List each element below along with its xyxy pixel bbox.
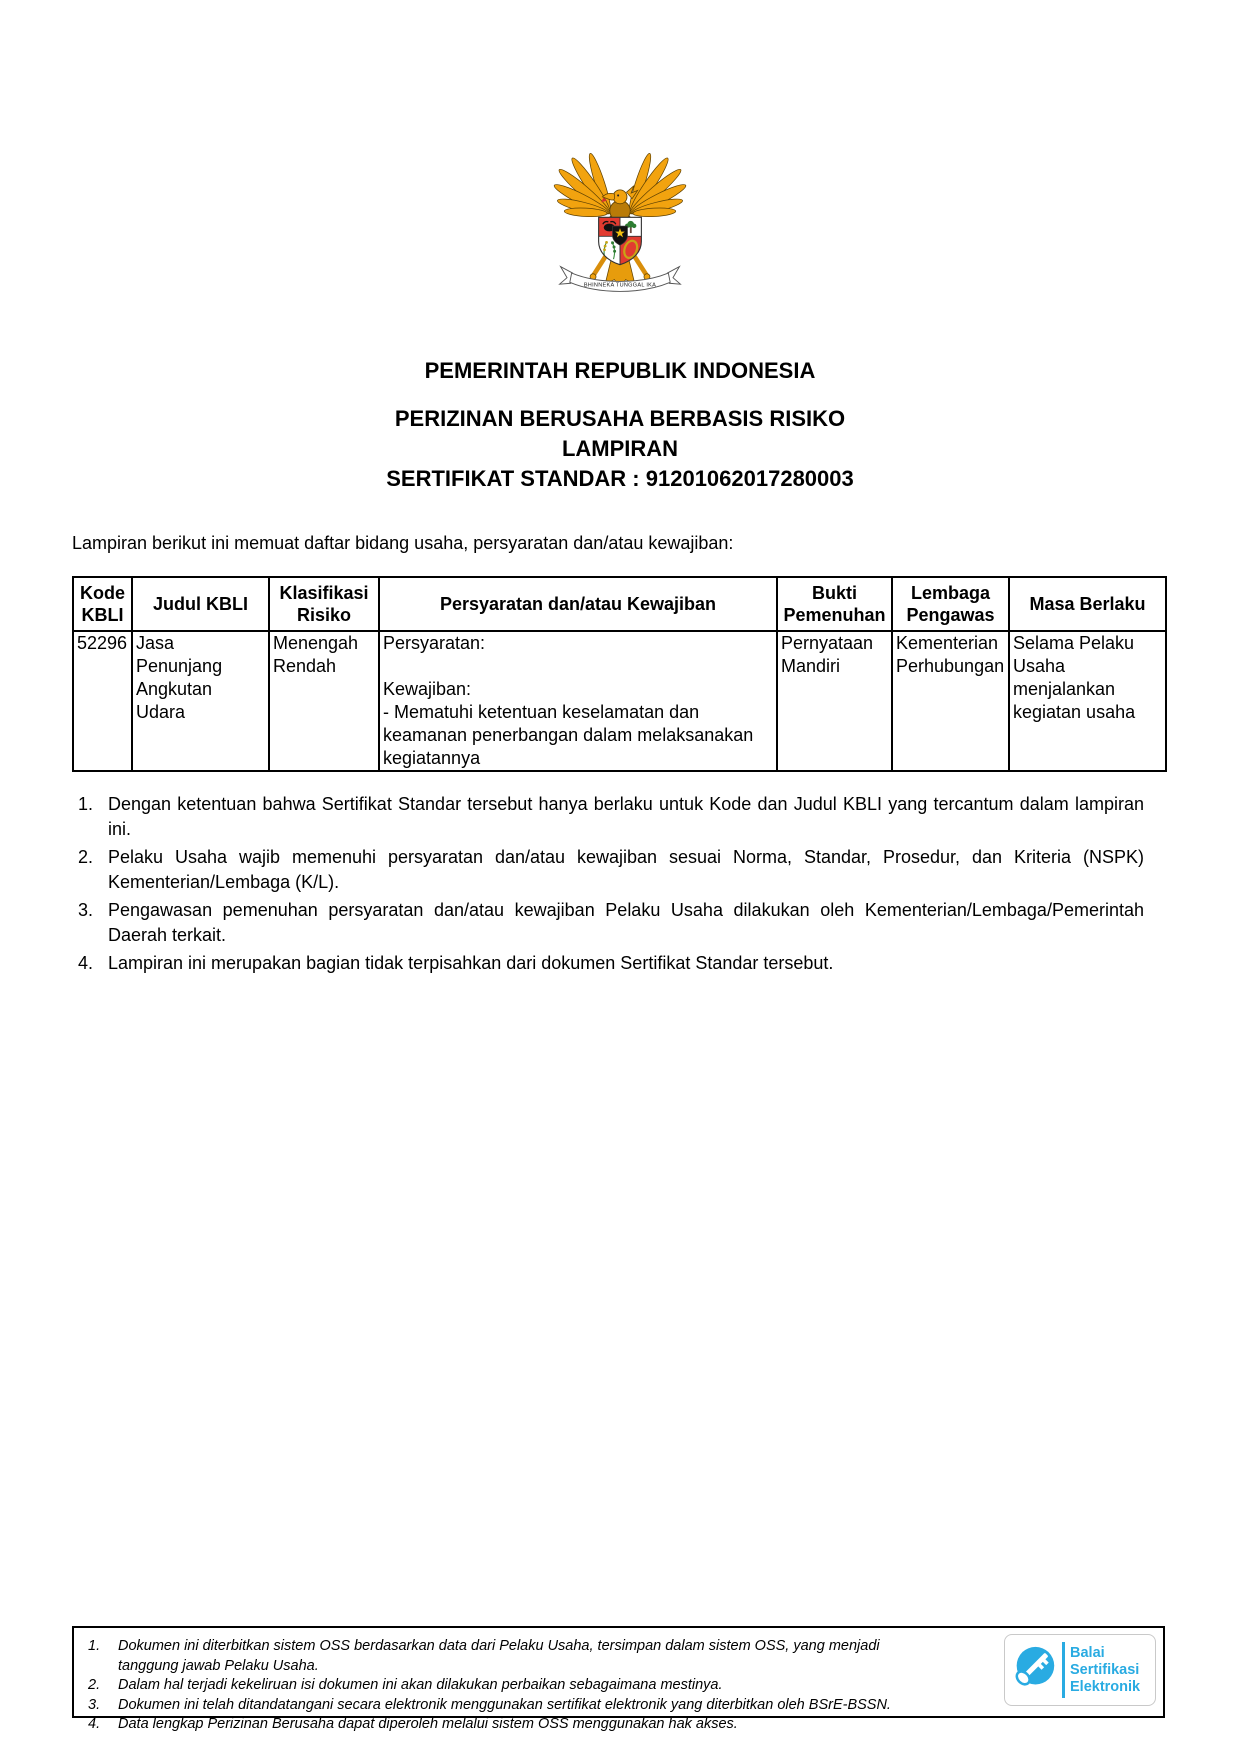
footer-note <box>84 1715 944 1735</box>
provision-number: 2. <box>78 847 94 867</box>
cell-masa-berlaku: Selama Pelaku Usaha menjalankan kegiatan usaha <box>1009 631 1166 771</box>
footer-note <box>84 1696 944 1716</box>
garuda-pancasila-icon <box>541 136 699 306</box>
provision-item <box>72 951 1144 976</box>
cell-judul-kbli: Jasa Penunjang Angkutan Udara <box>132 631 269 771</box>
cell-klasifikasi-risiko: Menengah Rendah <box>269 631 379 771</box>
footer-note-text: Dokumen ini diterbitkan sistem OSS berdasarkan data dari Pelaku Usaha, tersimpan dalam sistem OSS, yang menjadi tanggung jawab Pelaku Usaha. <box>118 1638 880 1674</box>
cell-bukti-pemenuhan: Pernyataan Mandiri <box>777 631 892 771</box>
provision-number: 1. <box>78 794 94 814</box>
footer-note <box>84 1637 944 1676</box>
col-header-lembaga-pengawas: Lembaga Pengawas <box>892 577 1009 631</box>
col-header-judul-kbli: Judul KBLI <box>132 577 269 631</box>
logo-separator <box>1062 1642 1065 1698</box>
footer-disclaimer-box <box>72 1626 1165 1732</box>
col-header-persyaratan: Persyaratan dan/atau Kewajiban <box>379 577 777 631</box>
provision-text: Pengawasan pemenuhan persyaratan dan/atau kewajiban Pelaku Usaha dilakukan oleh Kementerian/Lembaga/Pemerintah Daerah terkait. <box>108 900 1144 945</box>
col-header-klasifikasi-risiko: Klasifikasi Risiko <box>269 577 379 631</box>
garuda-pancasila-emblem <box>0 136 1240 306</box>
bse-logo-line2: Sertifikasi <box>1070 1661 1140 1678</box>
bse-logo-text <box>1070 1645 1140 1696</box>
certificate-number: SERTIFIKAT STANDAR : 91201062017280003 <box>386 466 854 491</box>
document-title-block <box>0 404 1240 494</box>
provision-item <box>72 898 1144 948</box>
cell-lembaga-pengawas: Kementerian Perhubungan <box>892 631 1009 771</box>
kbli-table <box>72 576 1167 772</box>
emblem-banner-text: BHINNEKA TUNGGAL IKA <box>583 282 657 289</box>
provision-item <box>72 792 1144 842</box>
provision-number: 4. <box>78 953 94 973</box>
provision-text: Pelaku Usaha wajib memenuhi persyaratan dan/atau kewajiban sesuai Norma, Standar, Prosedur, dan Kriteria (NSPK) Kementerian/Lembaga (K/L). <box>108 847 1144 892</box>
col-header-kode-kbli: Kode KBLI <box>73 577 132 631</box>
footer-notes-list <box>84 1637 944 1735</box>
document-subtitle: LAMPIRAN <box>561 436 679 461</box>
bse-logo-line3: Elektronik <box>1070 1678 1141 1695</box>
kewajiban-label: Kewajiban: <box>383 679 472 699</box>
document-title: PERIZINAN BERUSAHA BERBASIS RISIKO <box>394 406 846 431</box>
bse-logo-line1: Balai <box>1070 1644 1105 1661</box>
col-header-bukti-pemenuhan: Bukti Pemenuhan <box>777 577 892 631</box>
table-header-row <box>73 577 1166 631</box>
provisions-list <box>72 792 1144 979</box>
footer-note-number: 3. <box>88 1696 101 1713</box>
cell-kode-kbli: 52296 <box>73 631 132 771</box>
footer-note-text: Dokumen ini telah ditandatangani secara elektronik menggunakan sertifikat elektronik yang diterbitkan oleh BSrE-BSSN. <box>118 1696 891 1713</box>
footer-note-number: 1. <box>88 1638 101 1654</box>
provision-item <box>72 845 1144 895</box>
footer-note-number: 4. <box>88 1716 101 1732</box>
footer-note-text: Data lengkap Perizinan Berusaha dapat diperoleh melalui sistem OSS menggunakan hak akses. <box>118 1716 738 1732</box>
provision-number: 3. <box>78 900 94 920</box>
spacer <box>383 655 762 678</box>
bse-logo <box>1004 1634 1156 1706</box>
footer-note-number: 2. <box>88 1677 101 1693</box>
col-header-masa-berlaku: Masa Berlaku <box>1009 577 1166 631</box>
footer-note <box>84 1676 944 1696</box>
provision-text: Lampiran ini merupakan bagian tidak terpisahkan dari dokumen Sertifikat Standar tersebut. <box>108 953 834 973</box>
provision-text: Dengan ketentuan bahwa Sertifikat Standar tersebut hanya berlaku untuk Kode dan Judul KBLI yang tercantum dalam lampiran ini. <box>108 794 1144 839</box>
intro-text: Lampiran berikut ini memuat daftar bidang usaha, persyaratan dan/atau kewajiban: <box>72 533 734 553</box>
cell-persyaratan <box>379 631 777 771</box>
footer-note-text: Dalam hal terjadi kekeliruan isi dokumen ini akan dilakukan perbaikan sebagaimana mestinya. <box>118 1677 723 1693</box>
government-title: PEMERINTAH REPUBLIK INDONESIA <box>424 358 816 383</box>
persyaratan-label: Persyaratan: <box>383 633 486 653</box>
key-icon <box>1008 1642 1060 1698</box>
kewajiban-item: - Mematuhi ketentuan keselamatan dan keamanan penerbangan dalam melaksanakan kegiatannya <box>383 702 754 768</box>
table-row <box>73 631 1166 771</box>
